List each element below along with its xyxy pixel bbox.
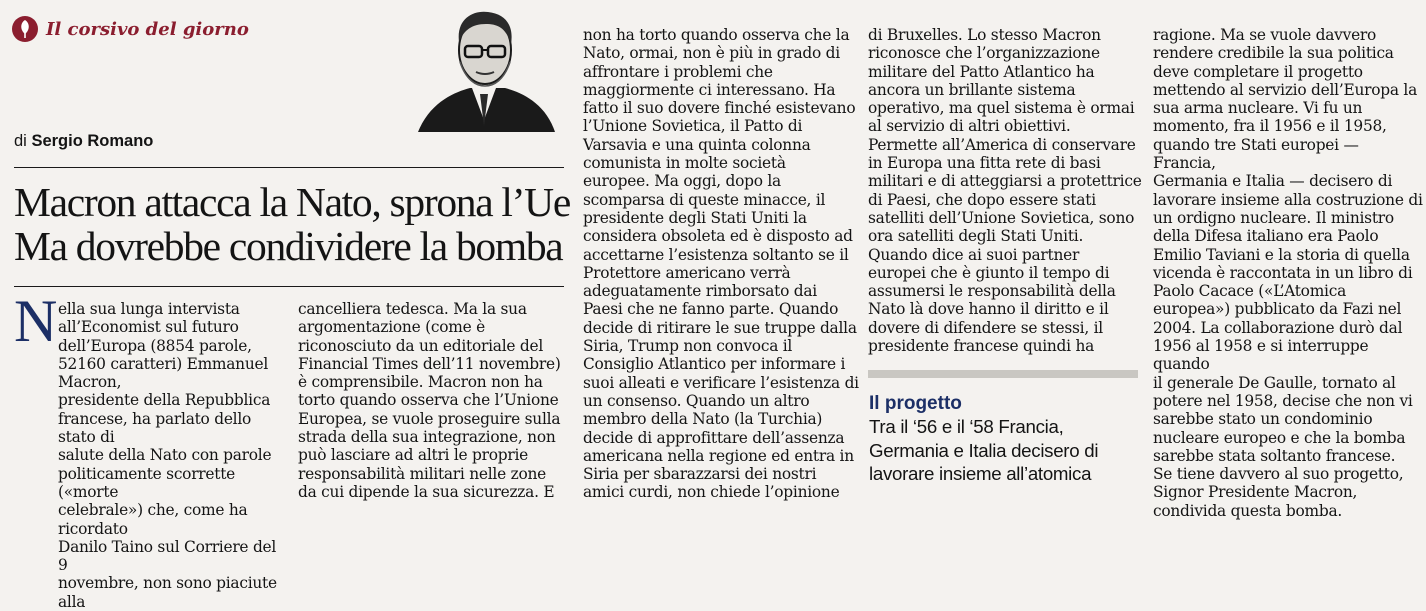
article-column-5: ragione. Ma se vuole davvero rendere credibile la sua politica deve completare il progetto mettendo al servizio dell’Europa la sua arma nucleare. Vi fu un momento, fra il 1956 e il 1958, quando tre Stati europei — Francia, Germania e Italia — decisero di lavorare insieme alla costruzione di un ordigno nucleare. Il ministro della Difesa italiano era Paolo Emilio Taviani e la storia di quella vicenda è raccontata in un libro di Paolo Cacace («L’Atomica europea») pubblicato da Fazi nel 2004. La collaborazione durò dal 1956 al 1958 e si interruppe quando il generale De Gaulle, tornato al potere nel 1958, decise che non vi sarebbe stato un condominio nucleare europeo e che la bomba sarebbe stata soltanto francese. Se tiene davvero al suo progetto, Signor Presidente Macron, condivida questa bomba. <box>1153 26 1423 520</box>
quill-icon <box>12 16 38 42</box>
divider <box>14 286 564 287</box>
box-top-bar <box>868 370 1138 378</box>
author-name: Sergio Romano <box>31 132 154 150</box>
kicker <box>12 16 249 42</box>
headline: Macron attacca la Nato, sprona l’Ue Ma dovrebbe condividere la bomba <box>14 179 570 269</box>
box-title: Il progetto <box>869 393 962 414</box>
box-text: Tra il ‘56 e il ‘58 Francia, Germania e Italia decisero di lavorare insieme all’atomica <box>869 416 1099 484</box>
article-column-3: non ha torto quando osserva che la Nato, ormai, non è più in grado di affrontare i problemi che maggiormente ci interessano. Ha fatto il suo dovere finché esistevano l’Unione Sovietica, il Patto di Varsavia e una quinta colonna comunista in molte società europee. Ma oggi, dopo la scomparsa di queste minacce, il presidente degli Stati Uniti la considera obsoleta ed è disposto ad accettarne l’esistenza soltanto se il Protettore americano verrà adeguatamente rimborsato dai Paesi che ne fanno parte. Quando decide di ritirare le sue truppe dalla Siria, Trump non convoca il Consiglio Atlantico per informare i suoi alleati e verificare l’esistenza di un consenso. Quando un altro membro della Nato (la Turchia) decide di approfittare dell’assenza americana nella regione ed entra in Siria per sbarazzarsi dei nostri amici curdi, non chiede l’opinione <box>583 26 859 502</box>
drop-cap: N <box>14 288 58 354</box>
article-column-2: cancelliera tedesca. Ma la sua argomentazione (come è riconosciuto da un editoriale del Financial Times dell’11 novembre) è comprensibile. Macron non ha torto quando osserva che l’Unione Europea, se vuole proseguire sulla strada della sua integrazione, non può lasciare ad altri le proprie responsabilità militari nelle zone da cui dipende la sua sicurezza. E <box>298 300 561 501</box>
article-column-4: di Bruxelles. Lo stesso Macron riconosce che l’organizzazione militare del Patto Atlantico ha ancora un brillante sistema operativo, ma quel sistema è ormai al servizio di altri obiettivi. Permette all’America di conservare in Europa una fitta rete di basi militari e di atteggiarsi a protettrice di Paesi, che dopo essere stati satelliti dell’Unione Sovietica, sono ora satelliti degli Stati Uniti. Quando dice ai suoi partner europei che è giunto il tempo di assumersi le responsabilità della Nato là dove hanno il diritto e il dovere di difendere se stessi, il presidente francese quindi ha <box>868 26 1142 356</box>
article-column-1: ella sua lunga intervista all’Economist sul futuro dell’Europa (8854 parole, 52160 caratteri) Emmanuel Macron, presidente della Repubblica francese, ha parlato dello stato di salute della Nato con parole politicamente scorrette («morte celebrale») che, come ha ricordato Danilo Taino sul Corriere del 9 novembre, non sono piaciute alla <box>58 300 277 611</box>
author-portrait <box>410 2 558 132</box>
byline: di Sergio Romano <box>14 132 154 150</box>
divider <box>14 167 564 168</box>
kicker-label: Il corsivo del giorno <box>46 18 249 40</box>
